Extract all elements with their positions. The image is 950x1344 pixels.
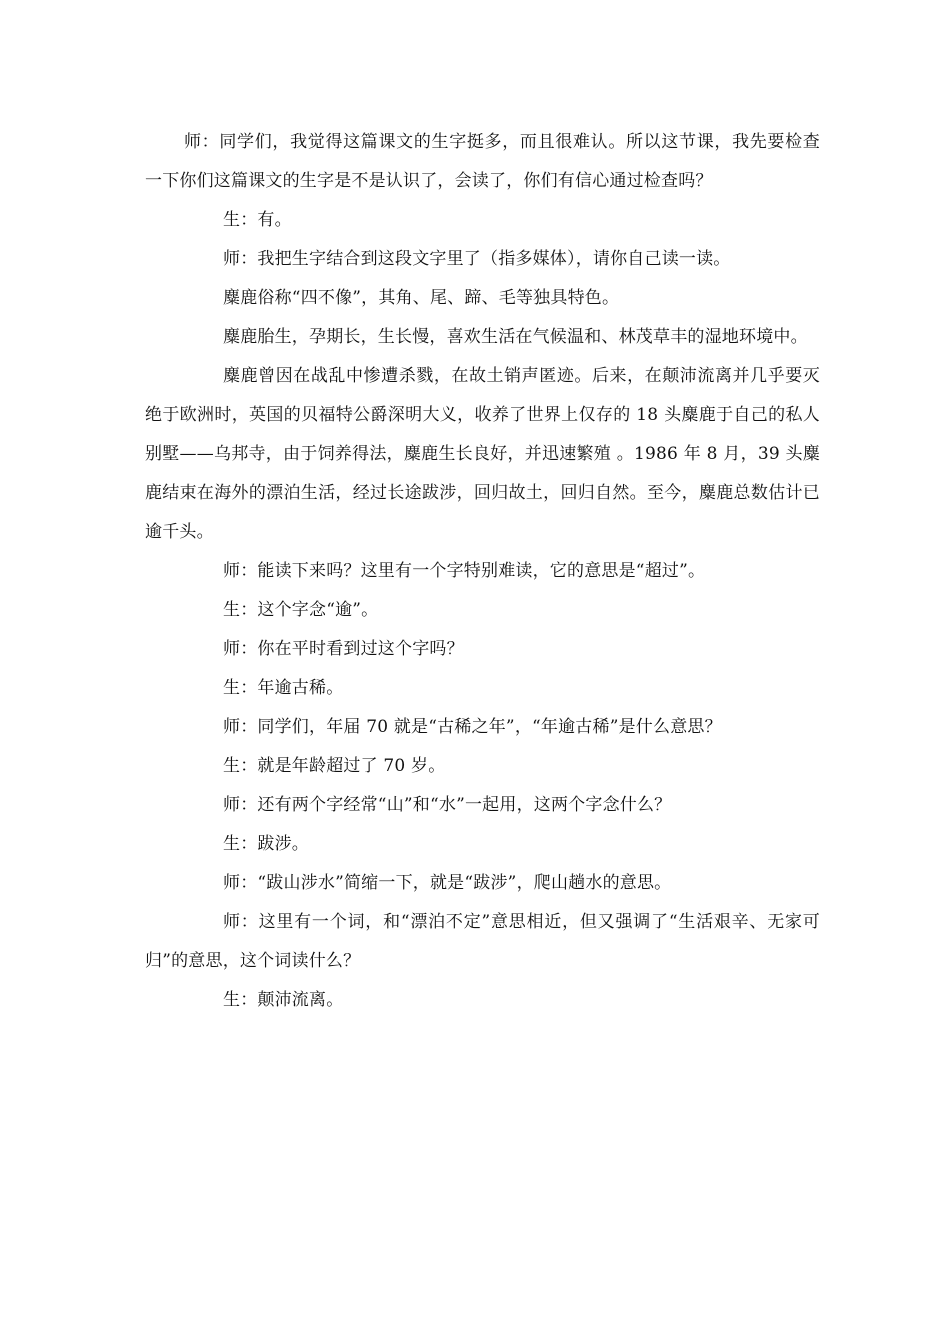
paragraph-teacher-piaobo: 师：这里有一个词，和“漂泊不定”意思相近，但又强调了“生活艰辛、无家可归”的意思，这个词读什么？ xyxy=(145,912,820,971)
paragraph-teacher-intro: 师：同学们，我觉得这篇课文的生字挺多，而且很难认。所以这节课，我先要检查一下你们这篇课文的生字是不是认识了，会读了，你们有信心通过检查吗？ xyxy=(145,132,820,191)
paragraph-teacher-guxi: 师：同学们，年届 70 就是“古稀之年”，“年逾古稀”是什么意思？ xyxy=(223,717,722,737)
paragraph-student-bashe: 生：跋涉。 xyxy=(223,834,309,854)
paragraph-teacher-read: 师：我把生字结合到这段文字里了（指多媒体），请你自己读一读。 xyxy=(223,249,731,269)
paragraph-teacher-shanshui: 师：还有两个字经常“山”和“水”一起用，这两个字念什么？ xyxy=(223,795,672,815)
paragraph-student-70: 生：就是年龄超过了 70 岁。 xyxy=(223,756,446,776)
paragraph-student-reply-1: 生：有。 xyxy=(223,210,292,230)
paragraph-teacher-question-yu: 师：能读下来吗？这里有一个字特别难读，它的意思是“超过”。 xyxy=(223,561,706,581)
paragraph-milu-habitat: 麋鹿胎生，孕期长，生长慢，喜欢生活在气候温和、林茂草丰的湿地环境中。 xyxy=(223,327,808,347)
paragraph-teacher-seen: 师：你在平时看到过这个字吗？ xyxy=(223,639,464,659)
paragraph-student-nianyuguxi: 生：年逾古稀。 xyxy=(223,678,344,698)
paragraph-student-dianpei: 生：颠沛流离。 xyxy=(223,990,344,1010)
paragraph-milu-history: 麋鹿曾因在战乱中惨遭杀戮，在故土销声匿迹。后来，在颠沛流离并几乎要灭绝于欧洲时，英国的贝福特公爵深明大义，收养了世界上仅存的 18 头麋鹿于自己的私人别墅——乌邦寺，由于饲养得法，麋鹿生长良好，并迅速繁殖 。1986 年 8 月，39 头麋鹿结束在海外的漂泊生活，经过长途跋涉，回归故土，回归自然。至今，麋鹿总数估计已逾千头。 xyxy=(145,366,820,542)
paragraph-teacher-bashe: 师：“跋山涉水”简缩一下，就是“跋涉”，爬山趟水的意思。 xyxy=(223,873,672,893)
paragraph-milu-nickname: 麋鹿俗称“四不像”，其角、尾、蹄、毛等独具特色。 xyxy=(223,288,620,308)
paragraph-student-yu: 生：这个字念“逾”。 xyxy=(223,600,379,620)
